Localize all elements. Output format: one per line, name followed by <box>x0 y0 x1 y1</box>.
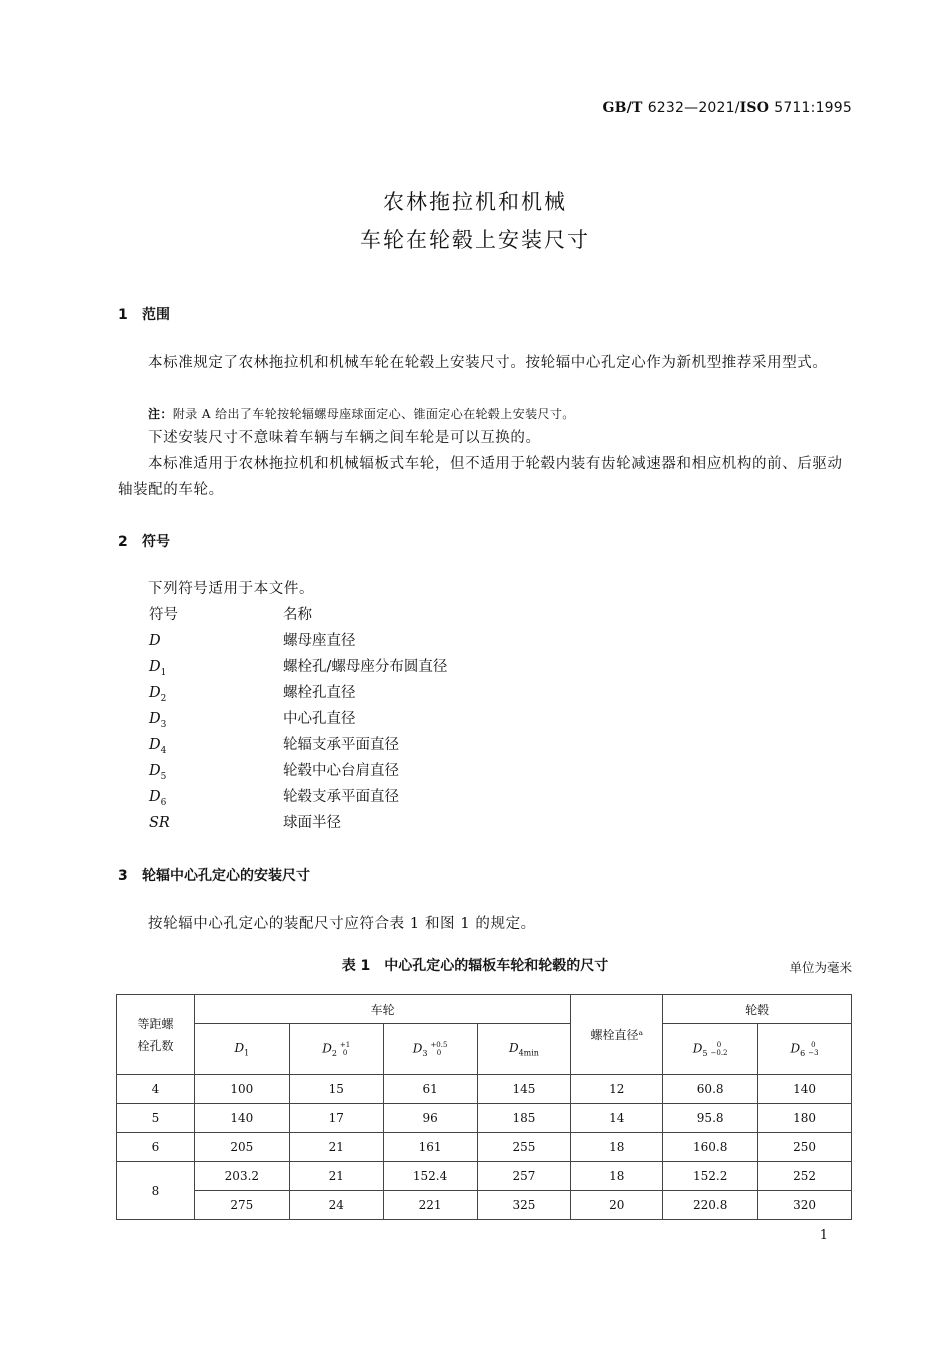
symbol-row <box>149 784 447 810</box>
symbol: $D_6$ <box>149 789 167 808</box>
doc-title-line1: 农林拖拉机和机械 <box>383 190 567 214</box>
table-row <box>117 1191 852 1220</box>
std-number: 6232—2021/ <box>647 100 740 116</box>
section-1-para-2: 下述安装尺寸不意味着车辆与车辆之间车轮是可以互换的。 <box>148 430 541 446</box>
section-number: 3 <box>118 868 128 884</box>
section-1-heading <box>118 304 170 324</box>
cell-d3: 152.4 <box>383 1162 477 1191</box>
cell-d4: 145 <box>477 1075 571 1104</box>
cell-bolt-count: 5 <box>117 1104 195 1133</box>
symbol-row <box>149 680 447 706</box>
symbol: $D_4$ <box>149 737 167 756</box>
section-2-heading <box>118 531 170 551</box>
section-3-heading <box>118 865 310 885</box>
section-3-para: 按轮辐中心孔定心的装配尺寸应符合表 1 和图 1 的规定。 <box>148 916 536 932</box>
section-title: 符号 <box>142 534 170 550</box>
symbol-name: 轮辐支承平面直径 <box>283 737 399 753</box>
cell-d3: 161 <box>383 1133 477 1162</box>
section-title: 范围 <box>142 307 170 323</box>
table-row <box>117 1075 852 1104</box>
group-wheel: 车轮 <box>194 995 570 1024</box>
section-1-note <box>148 405 575 422</box>
symbol-row <box>149 732 447 758</box>
col-name: 名称 <box>283 607 312 623</box>
cell-bolt: 18 <box>571 1162 663 1191</box>
note-text: 附录 A 给出了车轮按轮辐螺母座球面定心、锥面定心在轮毂上安装尺寸。 <box>172 407 575 421</box>
cell-d2: 21 <box>289 1133 383 1162</box>
symbol-name: 中心孔直径 <box>283 711 356 727</box>
symbol-name: 螺栓孔/螺母座分布圆直径 <box>283 659 448 675</box>
cell-d6: 252 <box>758 1162 852 1191</box>
cell-d5: 220.8 <box>663 1191 758 1220</box>
symbol: $D_3$ <box>149 711 167 730</box>
cell-d4: 257 <box>477 1162 571 1191</box>
col-d6: $D_60$ −3 <box>758 1024 852 1075</box>
table-row <box>117 1104 852 1133</box>
symbol-name: 轮毂中心台肩直径 <box>283 763 399 779</box>
symbol: SR <box>149 815 170 831</box>
symbol: $D_5$ <box>149 763 167 782</box>
cell-d5: 95.8 <box>663 1104 758 1133</box>
cell-bolt: 20 <box>571 1191 663 1220</box>
page-number: 1 <box>819 1228 828 1243</box>
cell-d5: 152.2 <box>663 1162 758 1191</box>
std-prefix: GB/T <box>602 100 643 116</box>
cell-d6: 320 <box>758 1191 852 1220</box>
section-number: 2 <box>118 534 128 550</box>
symbol-row <box>149 628 447 654</box>
cell-bolt-count: 4 <box>117 1075 195 1104</box>
cell-d6: 250 <box>758 1133 852 1162</box>
section-2-intro: 下列符号适用于本文件。 <box>148 581 315 597</box>
cell-d2: 24 <box>289 1191 383 1220</box>
table-unit: 单位为毫米 <box>789 960 852 975</box>
col-d1: $D_1$ <box>194 1024 289 1075</box>
note-label: 注： <box>148 407 173 421</box>
cell-bolt: 12 <box>571 1075 663 1104</box>
col-d2: $D_2+1$ 0 <box>289 1024 383 1075</box>
symbol-row <box>149 706 447 732</box>
cell-d3: 221 <box>383 1191 477 1220</box>
symbol-name: 螺栓孔直径 <box>283 685 356 701</box>
standard-number <box>602 100 852 116</box>
col-d5: $D_50$ −0.2 <box>663 1024 758 1075</box>
table-row <box>117 1133 852 1162</box>
iso-number: 5711:1995 <box>774 100 852 116</box>
cell-d2: 17 <box>289 1104 383 1133</box>
symbol: D <box>149 633 161 649</box>
table-row <box>117 1162 852 1191</box>
symbol-name: 螺母座直径 <box>283 633 356 649</box>
col-bolt-diameter: 螺栓直径ᵃ <box>571 995 663 1075</box>
symbol-name: 轮毂支承平面直径 <box>283 789 399 805</box>
cell-d6: 140 <box>758 1075 852 1104</box>
section-1-para-3: 本标准适用于农林拖拉机和机械辐板式车轮，但不适用于轮毂内装有齿轮减速器和相应机构的前、后驱动轴装配的车轮。 <box>118 456 843 498</box>
cell-d2: 15 <box>289 1075 383 1104</box>
symbol-list <box>149 602 447 836</box>
section-1-para-1: 本标准规定了农林拖拉机和机械车轮在轮毂上安装尺寸。按轮辐中心孔定心作为新机型推荐采用型式。 <box>148 355 828 371</box>
cell-d5: 160.8 <box>663 1133 758 1162</box>
table-caption: 表 1 中心孔定心的辐板车轮和轮毂的尺寸 <box>341 958 609 974</box>
group-hub: 轮毂 <box>663 995 852 1024</box>
cell-d1: 140 <box>194 1104 289 1133</box>
symbol-row <box>149 654 447 680</box>
cell-d4: 185 <box>477 1104 571 1133</box>
cell-d3: 96 <box>383 1104 477 1133</box>
cell-bolt: 14 <box>571 1104 663 1133</box>
cell-d4: 325 <box>477 1191 571 1220</box>
cell-d2: 21 <box>289 1162 383 1191</box>
cell-bolt-count: 6 <box>117 1133 195 1162</box>
section-title: 轮辐中心孔定心的安装尺寸 <box>142 868 310 884</box>
cell-d4: 255 <box>477 1133 571 1162</box>
cell-bolt: 18 <box>571 1133 663 1162</box>
cell-d1: 203.2 <box>194 1162 289 1191</box>
col-d3: $D_3+0.5$ 0 <box>383 1024 477 1075</box>
col-symbol: 符号 <box>149 607 178 623</box>
symbol: $D_2$ <box>149 685 167 704</box>
dimensions-table <box>116 994 852 1220</box>
cell-d1: 100 <box>194 1075 289 1104</box>
symbol-list-header <box>149 602 447 628</box>
col-bolt-count: 等距螺栓孔数 <box>117 995 195 1075</box>
cell-d1: 205 <box>194 1133 289 1162</box>
symbol-name: 球面半径 <box>283 815 341 831</box>
cell-d1: 275 <box>194 1191 289 1220</box>
iso-label: ISO <box>739 100 770 116</box>
doc-title-line2: 车轮在轮毂上安装尺寸 <box>360 228 590 252</box>
cell-bolt-count: 8 <box>117 1162 195 1220</box>
section-number: 1 <box>118 307 128 323</box>
cell-d5: 60.8 <box>663 1075 758 1104</box>
symbol-row <box>149 810 447 836</box>
cell-d3: 61 <box>383 1075 477 1104</box>
symbol: $D_1$ <box>149 659 167 678</box>
col-d4: $D_{4min}$ <box>477 1024 571 1075</box>
cell-d6: 180 <box>758 1104 852 1133</box>
symbol-row <box>149 758 447 784</box>
